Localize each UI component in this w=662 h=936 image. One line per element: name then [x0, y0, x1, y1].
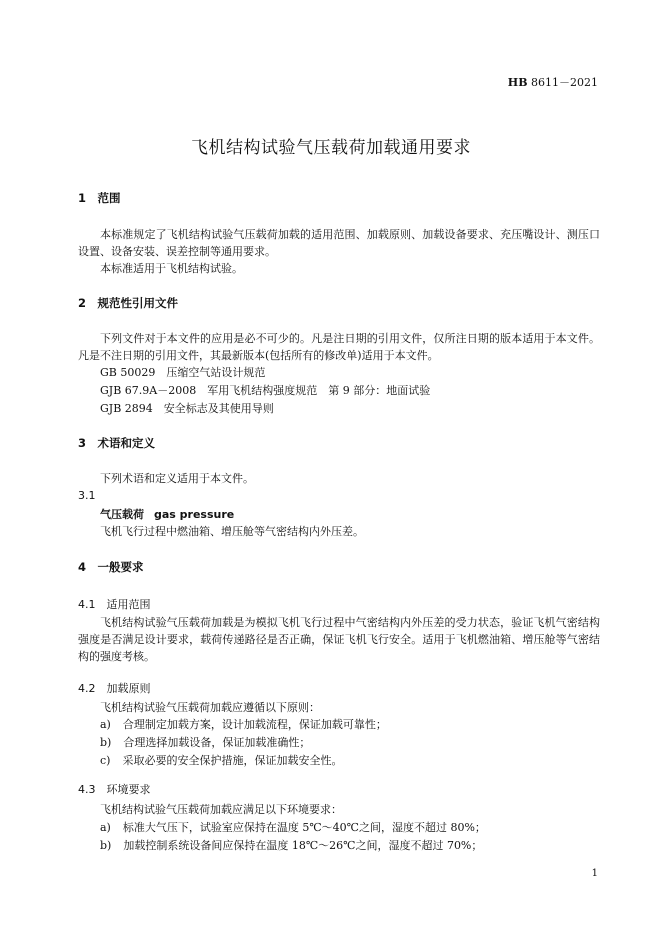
section-2-heading: 2 规范性引用文件: [78, 296, 179, 310]
section-2-paragraph-1: 下列文件对于本文件的应用是必不可少的。凡是注日期的引用文件，仅所注日期的版本适用于本文件。凡是不注日期的引用文件，其最新版本(包括所有的修改单)适用于本文件。: [78, 332, 600, 362]
reference-item: GB 50029 压缩空气站设计规范: [100, 366, 266, 379]
section-1-heading: 1 范围: [78, 191, 121, 205]
list-item: c) 采取必要的安全保护措施，保证加载安全性。: [100, 754, 343, 767]
document-title: 飞机结构试验气压载荷加载通用要求: [191, 138, 471, 158]
term-definition: 飞机飞行过程中燃油箱、增压舱等气密结构内外压差。: [100, 525, 364, 538]
section-1-paragraph-1: 本标准规定了飞机结构试验气压载荷加载的适用范围、加载原则、加载设备要求、充压嘴设计、测压口设置、设备安装、误差控制等通用要求。: [78, 228, 600, 258]
section-4-1-heading: 4.1 适用范围: [78, 598, 151, 611]
section-4-3-intro: 飞机结构试验气压载荷加载应满足以下环境要求：: [100, 803, 342, 816]
reference-item: GJB 67.9A－2008 军用飞机结构强度规范 第 9 部分：地面试验: [100, 384, 431, 397]
section-3-heading: 3 术语和定义: [78, 436, 156, 450]
section-4-2-heading: 4.2 加载原则: [78, 682, 151, 695]
section-1-paragraph-2: 本标准适用于飞机结构试验。: [100, 262, 243, 275]
section-4-heading: 4 一般要求: [78, 560, 144, 574]
section-3-paragraph-1: 下列术语和定义适用于本文件。: [100, 472, 254, 485]
page-number: 1: [591, 868, 598, 879]
standard-number: HB 8611－2021: [507, 76, 598, 89]
list-item: a) 标准大气压下，试验室应保持在温度 5℃～40℃之间，湿度不超过 80%；: [100, 821, 486, 834]
section-4-1-paragraph: 飞机结构试验气压载荷加载是为模拟飞机飞行过程中气密结构内外压差的受力状态，验证飞机气密结构强度是否满足设计要求，载荷传递路径是否正确，保证飞机飞行安全。适用于飞机燃油箱、增压舱等气密结构的强度考核。: [78, 616, 600, 663]
list-item: a) 合理制定加载方案，设计加载流程，保证加载可靠性；: [100, 718, 387, 731]
reference-item: GJB 2894 安全标志及其使用导则: [100, 402, 274, 415]
list-item: b) 合理选择加载设备，保证加载准确性；: [100, 736, 311, 749]
term-title: 气压载荷 gas pressure: [100, 508, 235, 521]
list-item: b) 加载控制系统设备间应保持在温度 18℃～26℃之间，湿度不超过 70%；: [100, 839, 483, 852]
term-number: 3.1: [78, 489, 96, 502]
section-4-3-heading: 4.3 环境要求: [78, 783, 151, 796]
section-4-2-intro: 飞机结构试验气压载荷加载应遵循以下原则：: [100, 701, 320, 714]
